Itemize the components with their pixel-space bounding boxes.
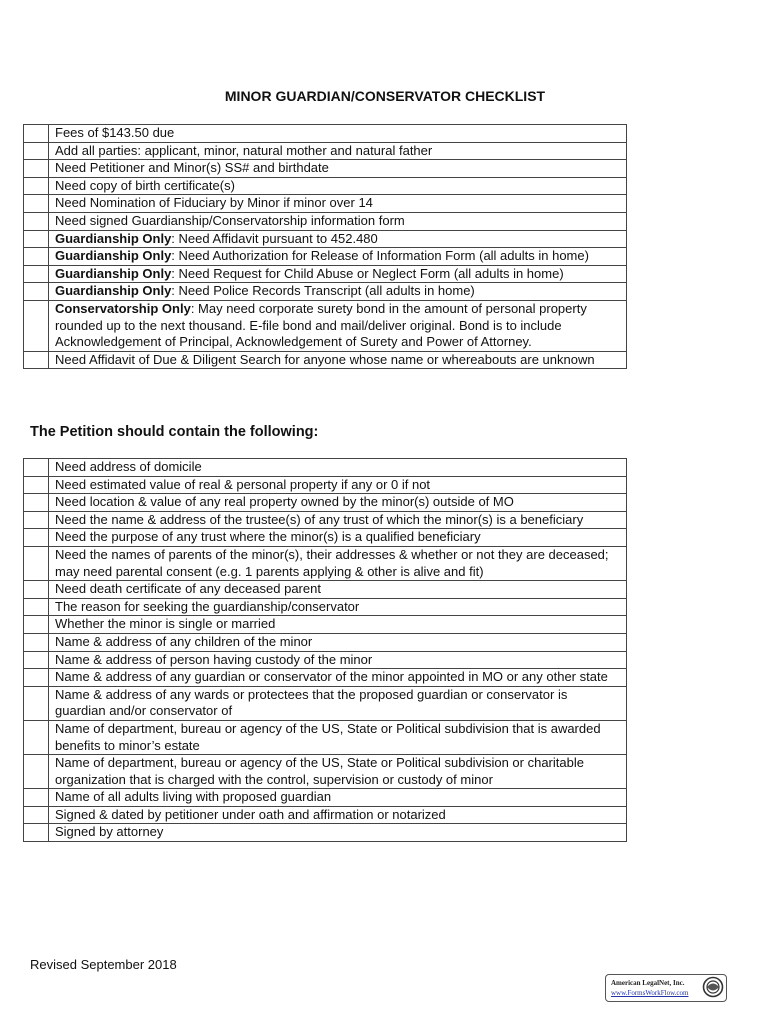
checklist-row <box>24 283 627 301</box>
petition-row <box>24 806 627 824</box>
item-text <box>49 598 627 616</box>
item-description: : May need corporate surety bond in the amount of personal property rounded up to the next thousand. E-file bond and mail/deliver original. Bond is to include Acknowledgement of Principal, Acknowledgement of Surety and Power of Attorney. <box>55 300 587 350</box>
checkbox-cell[interactable] <box>24 177 49 195</box>
checkbox-cell[interactable] <box>24 142 49 160</box>
checklist-row <box>24 300 627 351</box>
item-description: Need the names of parents of the minor(s), their addresses & whether or not they are deceased; may need parental consent (e.g. 1 parents applying & other is alive and fit) <box>55 546 609 579</box>
item-description: Name of all adults living with proposed guardian <box>55 789 332 805</box>
checkbox-cell[interactable] <box>24 476 49 494</box>
item-text <box>49 476 627 494</box>
item-text <box>49 720 627 754</box>
item-text <box>49 230 627 248</box>
checklist-row <box>24 212 627 230</box>
item-text <box>49 511 627 529</box>
logo-company: American LegalNet, Inc. <box>611 979 685 987</box>
petition-row <box>24 755 627 789</box>
petition-row <box>24 616 627 634</box>
checkbox-cell[interactable] <box>24 581 49 599</box>
item-description: Need Affidavit of Due & Diligent Search for anyone whose name or whereabouts are unknown <box>55 351 595 367</box>
item-text <box>49 125 627 143</box>
item-description: Name & address of any guardian or conservator of the minor appointed in MO or any other state <box>55 669 608 685</box>
checklist-row <box>24 195 627 213</box>
requirements-checklist <box>23 124 627 369</box>
checklist-row <box>24 125 627 143</box>
checklist-row <box>24 351 627 369</box>
item-description: Add all parties: applicant, minor, natural mother and natural father <box>55 142 433 158</box>
petition-checklist <box>23 458 627 842</box>
item-text <box>49 581 627 599</box>
checkbox-cell[interactable] <box>24 160 49 178</box>
checkbox-cell[interactable] <box>24 651 49 669</box>
item-text <box>49 265 627 283</box>
checkbox-cell[interactable] <box>24 789 49 807</box>
checkbox-cell[interactable] <box>24 195 49 213</box>
item-text <box>49 494 627 512</box>
item-description: Need address of domicile <box>55 459 202 474</box>
item-description: The reason for seeking the guardianship/conservator <box>55 598 360 614</box>
item-description: Whether the minor is single or married <box>55 616 276 632</box>
item-text <box>49 459 627 477</box>
item-description: Need death certificate of any deceased parent <box>55 581 321 597</box>
item-description: : Need Authorization for Release of Information Form (all adults in home) <box>171 248 589 264</box>
petition-row <box>24 529 627 547</box>
petition-row <box>24 633 627 651</box>
item-description: Need Petitioner and Minor(s) SS# and birthdate <box>55 160 329 176</box>
petition-row <box>24 720 627 754</box>
checkbox-cell[interactable] <box>24 125 49 143</box>
checklist-row <box>24 160 627 178</box>
checkbox-cell[interactable] <box>24 806 49 824</box>
item-text <box>49 669 627 687</box>
checkbox-cell[interactable] <box>24 265 49 283</box>
logo-site-link[interactable]: www.FormsWorkFlow.com <box>611 989 689 997</box>
item-text <box>49 351 627 369</box>
petition-heading: The Petition should contain the following: <box>30 424 319 440</box>
checkbox-cell[interactable] <box>24 529 49 547</box>
petition-row <box>24 686 627 720</box>
petition-row <box>24 669 627 687</box>
checkbox-cell[interactable] <box>24 351 49 369</box>
item-description: Name & address of any children of the minor <box>55 633 313 649</box>
revised-date: Revised September 2018 <box>30 957 177 972</box>
checkbox-cell[interactable] <box>24 598 49 616</box>
item-text <box>49 142 627 160</box>
item-description: Fees of $143.50 due <box>55 125 175 140</box>
item-text <box>49 616 627 634</box>
item-text <box>49 300 627 351</box>
item-text <box>49 248 627 266</box>
item-text <box>49 755 627 789</box>
petition-row <box>24 598 627 616</box>
checkbox-cell[interactable] <box>24 300 49 351</box>
item-description: Need the purpose of any trust where the minor(s) is a qualified beneficiary <box>55 529 481 545</box>
item-text <box>49 806 627 824</box>
checklist-row <box>24 248 627 266</box>
item-description: Need Nomination of Fiduciary by Minor if minor over 14 <box>55 195 373 211</box>
item-text <box>49 195 627 213</box>
petition-row <box>24 581 627 599</box>
checklist-row <box>24 177 627 195</box>
item-qualifier: Conservatorship Only <box>55 300 191 316</box>
checkbox-cell[interactable] <box>24 283 49 301</box>
publisher-logo <box>605 974 727 1002</box>
petition-row <box>24 459 627 477</box>
item-description: Need signed Guardianship/Conservatorship information form <box>55 212 405 228</box>
checklist-row <box>24 142 627 160</box>
checkbox-cell[interactable] <box>24 616 49 634</box>
checkbox-cell[interactable] <box>24 511 49 529</box>
item-text <box>49 789 627 807</box>
checkbox-cell[interactable] <box>24 212 49 230</box>
petition-row <box>24 824 627 842</box>
item-description: Name of department, bureau or agency of the US, State or Political subdivision or charitable organization that is charged with the control, supervision or custody of minor <box>55 755 584 787</box>
item-description: Need estimated value of real & personal property if any or 0 if not <box>55 476 431 492</box>
petition-row <box>24 546 627 580</box>
item-text <box>49 529 627 547</box>
checkbox-cell[interactable] <box>24 633 49 651</box>
item-description: : Need Police Records Transcript (all adults in home) <box>171 283 475 299</box>
item-text <box>49 160 627 178</box>
checkbox-cell[interactable] <box>24 494 49 512</box>
item-text <box>49 824 627 842</box>
checkbox-cell[interactable] <box>24 720 49 754</box>
checklist-row <box>24 265 627 283</box>
item-text <box>49 686 627 720</box>
item-description: Signed by attorney <box>55 824 164 840</box>
petition-row <box>24 476 627 494</box>
checkbox-cell[interactable] <box>24 546 49 580</box>
globe-emblem-icon <box>702 976 724 998</box>
item-text <box>49 546 627 580</box>
page-title: MINOR GUARDIAN/CONSERVATOR CHECKLIST <box>224 88 546 104</box>
item-text <box>49 212 627 230</box>
item-description: Need location & value of any real property owned by the minor(s) outside of MO <box>55 494 514 510</box>
petition-row <box>24 651 627 669</box>
item-qualifier: Guardianship Only <box>55 248 172 264</box>
petition-row <box>24 789 627 807</box>
checkbox-cell[interactable] <box>24 669 49 687</box>
item-description: : Need Affidavit pursuant to 452.480 <box>171 230 378 246</box>
item-text <box>49 651 627 669</box>
petition-row <box>24 494 627 512</box>
checkbox-cell[interactable] <box>24 686 49 720</box>
item-text <box>49 633 627 651</box>
item-description: Name & address of person having custody of the minor <box>55 651 373 667</box>
item-qualifier: Guardianship Only <box>55 283 172 299</box>
item-qualifier: Guardianship Only <box>55 265 172 281</box>
item-description: Name & address of any wards or protectees that the proposed guardian or conservator is guardian and/or conservator of <box>55 686 568 719</box>
checkbox-cell[interactable] <box>24 459 49 477</box>
item-text <box>49 283 627 301</box>
checkbox-cell[interactable] <box>24 248 49 266</box>
checklist-row <box>24 230 627 248</box>
item-description: Name of department, bureau or agency of the US, State or Political subdivision that is awarded benefits to minor’s estate <box>55 720 601 753</box>
item-description: Need copy of birth certificate(s) <box>55 177 235 193</box>
item-text <box>49 177 627 195</box>
checkbox-cell[interactable] <box>24 230 49 248</box>
item-qualifier: Guardianship Only <box>55 230 172 246</box>
petition-row <box>24 511 627 529</box>
checkbox-cell[interactable] <box>24 824 49 842</box>
checkbox-cell[interactable] <box>24 755 49 789</box>
item-description: Signed & dated by petitioner under oath and affirmation or notarized <box>55 806 446 822</box>
item-description: : Need Request for Child Abuse or Neglect Form (all adults in home) <box>171 265 564 281</box>
item-description: Need the name & address of the trustee(s) of any trust of which the minor(s) is a beneficiary <box>55 511 584 527</box>
